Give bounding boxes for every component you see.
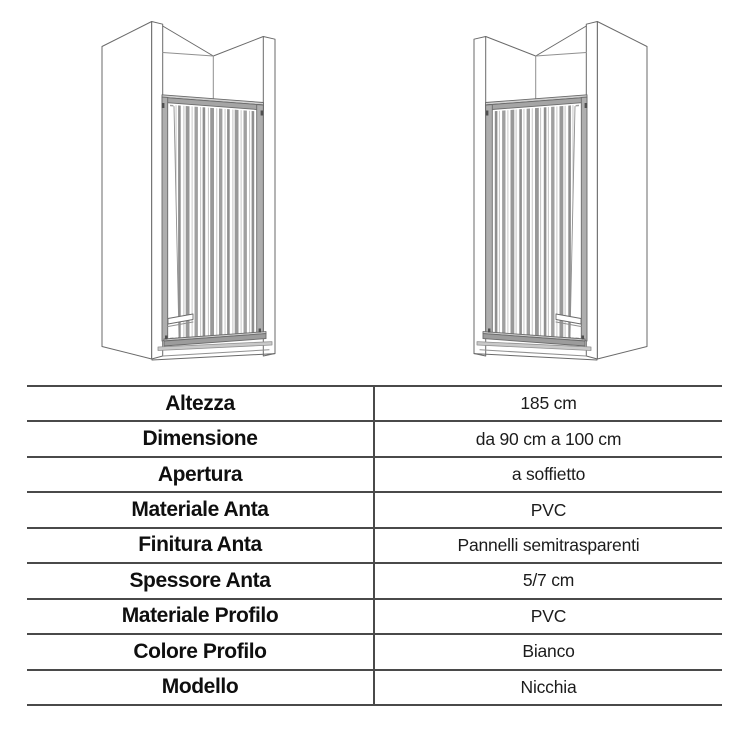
table-row xyxy=(27,422,722,457)
spec-value: a soffietto xyxy=(511,464,586,485)
spec-value: 5/7 cm xyxy=(522,570,575,591)
spec-value: Nicchia xyxy=(520,676,577,697)
spec-value: da 90 cm a 100 cm xyxy=(475,428,622,449)
table-row xyxy=(27,671,722,706)
spec-value: 185 cm xyxy=(520,393,577,414)
spec-label: Modello xyxy=(27,671,375,704)
spec-value: Bianco xyxy=(522,641,575,662)
spec-label: Spessore Anta xyxy=(27,564,375,597)
spec-table xyxy=(27,385,722,706)
spec-label: Apertura xyxy=(27,458,375,491)
spec-value: Pannelli semitrasparenti xyxy=(457,534,640,555)
table-row xyxy=(27,564,722,599)
spec-label: Finitura Anta xyxy=(27,529,375,562)
spec-label: Materiale Anta xyxy=(27,493,375,526)
table-row xyxy=(27,600,722,635)
spec-label: Materiale Profilo xyxy=(27,600,375,633)
spec-value: PVC xyxy=(530,605,567,626)
table-row xyxy=(27,387,722,422)
spec-value: PVC xyxy=(530,499,567,520)
table-row xyxy=(27,458,722,493)
table-row xyxy=(27,635,722,670)
spec-label: Altezza xyxy=(27,387,375,420)
table-row xyxy=(27,493,722,528)
table-row xyxy=(27,529,722,564)
shower-door-illustration-left xyxy=(90,15,300,375)
shower-door-illustration-right xyxy=(449,15,659,375)
spec-label: Dimensione xyxy=(27,422,375,455)
spec-label: Colore Profilo xyxy=(27,635,375,668)
